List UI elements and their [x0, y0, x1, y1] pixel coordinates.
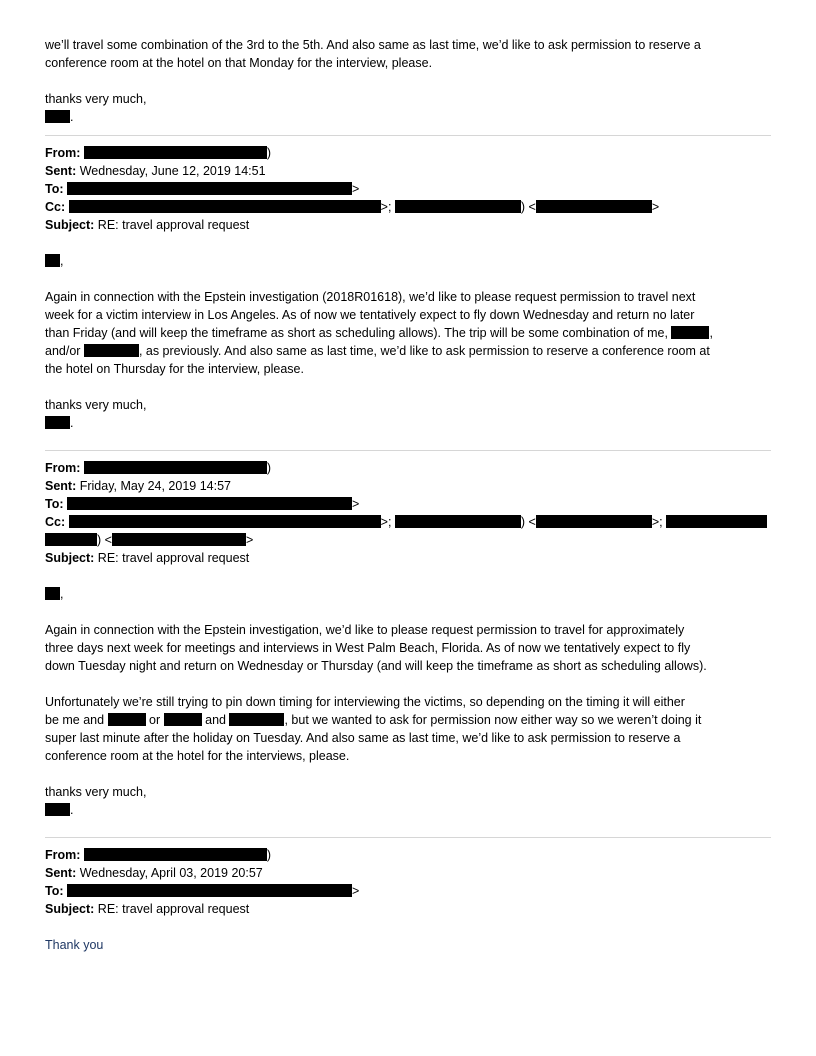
body-line: super last minute after the holiday on Tuesday. And also same as last time, we’d like to ask permission to reserve a: [45, 731, 681, 745]
cc-line: Cc: >; ) < >;: [45, 513, 771, 531]
redaction-block: [84, 146, 267, 159]
body-line: Unfortunately we’re still trying to pin down timing for interviewing the victims, so depending on the timing it will either: [45, 695, 685, 709]
body-line: conference room at the hotel on that Monday for the interview, please.: [45, 56, 433, 70]
redaction-block: [45, 416, 70, 429]
redaction-block: [45, 587, 60, 600]
redaction-block: [84, 344, 139, 357]
cc-line: Cc: >; ) < >: [45, 200, 660, 214]
redaction-block: [108, 713, 146, 726]
to-line: To: >: [45, 182, 360, 196]
email-header: [45, 144, 771, 234]
signoff: thanks very much,: [45, 92, 147, 106]
email-header: [45, 846, 771, 918]
divider: [45, 837, 771, 838]
from-line: From: ): [45, 146, 272, 160]
body-line: and/or , as previously. And also same as last time, we’d like to ask permission to reserve a conference room at: [45, 344, 710, 358]
sent-line: Sent: Friday, May 24, 2019 14:57: [45, 479, 231, 493]
redaction-block: [67, 884, 352, 897]
body-line: three days next week for meetings and interviews in West Palm Beach, Florida. As of now we tentatively expect to fly: [45, 641, 691, 655]
signoff: thanks very much,: [45, 785, 147, 799]
punctuation: .: [70, 110, 74, 124]
sent-line: Sent: Wednesday, April 03, 2019 20:57: [45, 866, 263, 880]
to-line: To: >: [45, 497, 360, 511]
subject-text: RE: travel approval request: [97, 218, 250, 232]
redaction-block: [536, 515, 652, 528]
redaction-block: [84, 461, 267, 474]
subject-line: Subject: RE: travel approval request: [45, 218, 250, 232]
body-line: we’ll travel some combination of the 3rd to the 5th. And also same as last time, we’d like to ask permission to reserve a: [45, 38, 701, 52]
from-line: From: ): [45, 848, 272, 862]
body-line: week for a victim interview in Los Angeles. As of now we tentatively expect to fly down Wednesday and return no later: [45, 308, 695, 322]
body-line: Again in connection with the Epstein investigation (2018R01618), we’d like to please request permission to travel next: [45, 290, 696, 304]
redaction-block: [45, 254, 60, 267]
redaction-block: [395, 515, 521, 528]
redaction-block: [67, 182, 352, 195]
redaction-block: [666, 515, 767, 528]
sent-line: Sent: Wednesday, June 12, 2019 14:51: [45, 164, 266, 178]
redaction-block: [67, 497, 352, 510]
to-line: To: >: [45, 884, 360, 898]
cc-line-continued: ) < >: [45, 531, 771, 549]
redaction-block: [45, 803, 70, 816]
redaction-block: [84, 848, 267, 861]
body-line: Again in connection with the Epstein investigation, we’d like to please request permission to travel for approximately: [45, 623, 685, 637]
redaction-block: [45, 110, 70, 123]
divider: [45, 135, 771, 136]
redaction-block: [45, 533, 97, 546]
signature-line: [45, 108, 771, 126]
divider: [45, 450, 771, 451]
redaction-block: [112, 533, 246, 546]
signature-line: .: [45, 801, 771, 819]
redaction-block: [69, 200, 381, 213]
redaction-block: [69, 515, 381, 528]
body-line: the hotel on Thursday for the interview, please.: [45, 362, 304, 376]
email-header: [45, 459, 771, 567]
from-line: From: ): [45, 461, 272, 475]
redaction-block: [395, 200, 521, 213]
redaction-block: [671, 326, 709, 339]
signature-line: .: [45, 414, 771, 432]
signoff: thanks very much,: [45, 398, 147, 412]
sent-date: Friday, May 24, 2019 14:57: [79, 479, 231, 493]
email-thread: [45, 36, 771, 954]
subject-text: RE: travel approval request: [97, 551, 250, 565]
greeting-line: ,: [45, 585, 771, 603]
body-line: conference room at the hotel for the interviews, please.: [45, 749, 350, 763]
sent-date: Wednesday, June 12, 2019 14:51: [79, 164, 266, 178]
subject-text: RE: travel approval request: [97, 902, 250, 916]
body-line: be me and or and , but we wanted to ask for permission now either way so we weren’t doing it: [45, 713, 702, 727]
redaction-block: [229, 713, 284, 726]
sent-date: Wednesday, April 03, 2019 20:57: [79, 866, 263, 880]
redaction-block: [536, 200, 652, 213]
greeting-line: ,: [45, 252, 771, 270]
reply-body: Thank you: [45, 938, 104, 952]
subject-line: Subject: RE: travel approval request: [45, 902, 250, 916]
redaction-block: [164, 713, 202, 726]
body-line: down Tuesday night and return on Wednesday or Thursday (and will keep the timeframe as short as scheduling allows).: [45, 659, 707, 673]
body-line: than Friday (and will keep the timeframe as short as scheduling allows). The trip will be some combination of me, ,: [45, 326, 713, 340]
subject-line: Subject: RE: travel approval request: [45, 551, 250, 565]
